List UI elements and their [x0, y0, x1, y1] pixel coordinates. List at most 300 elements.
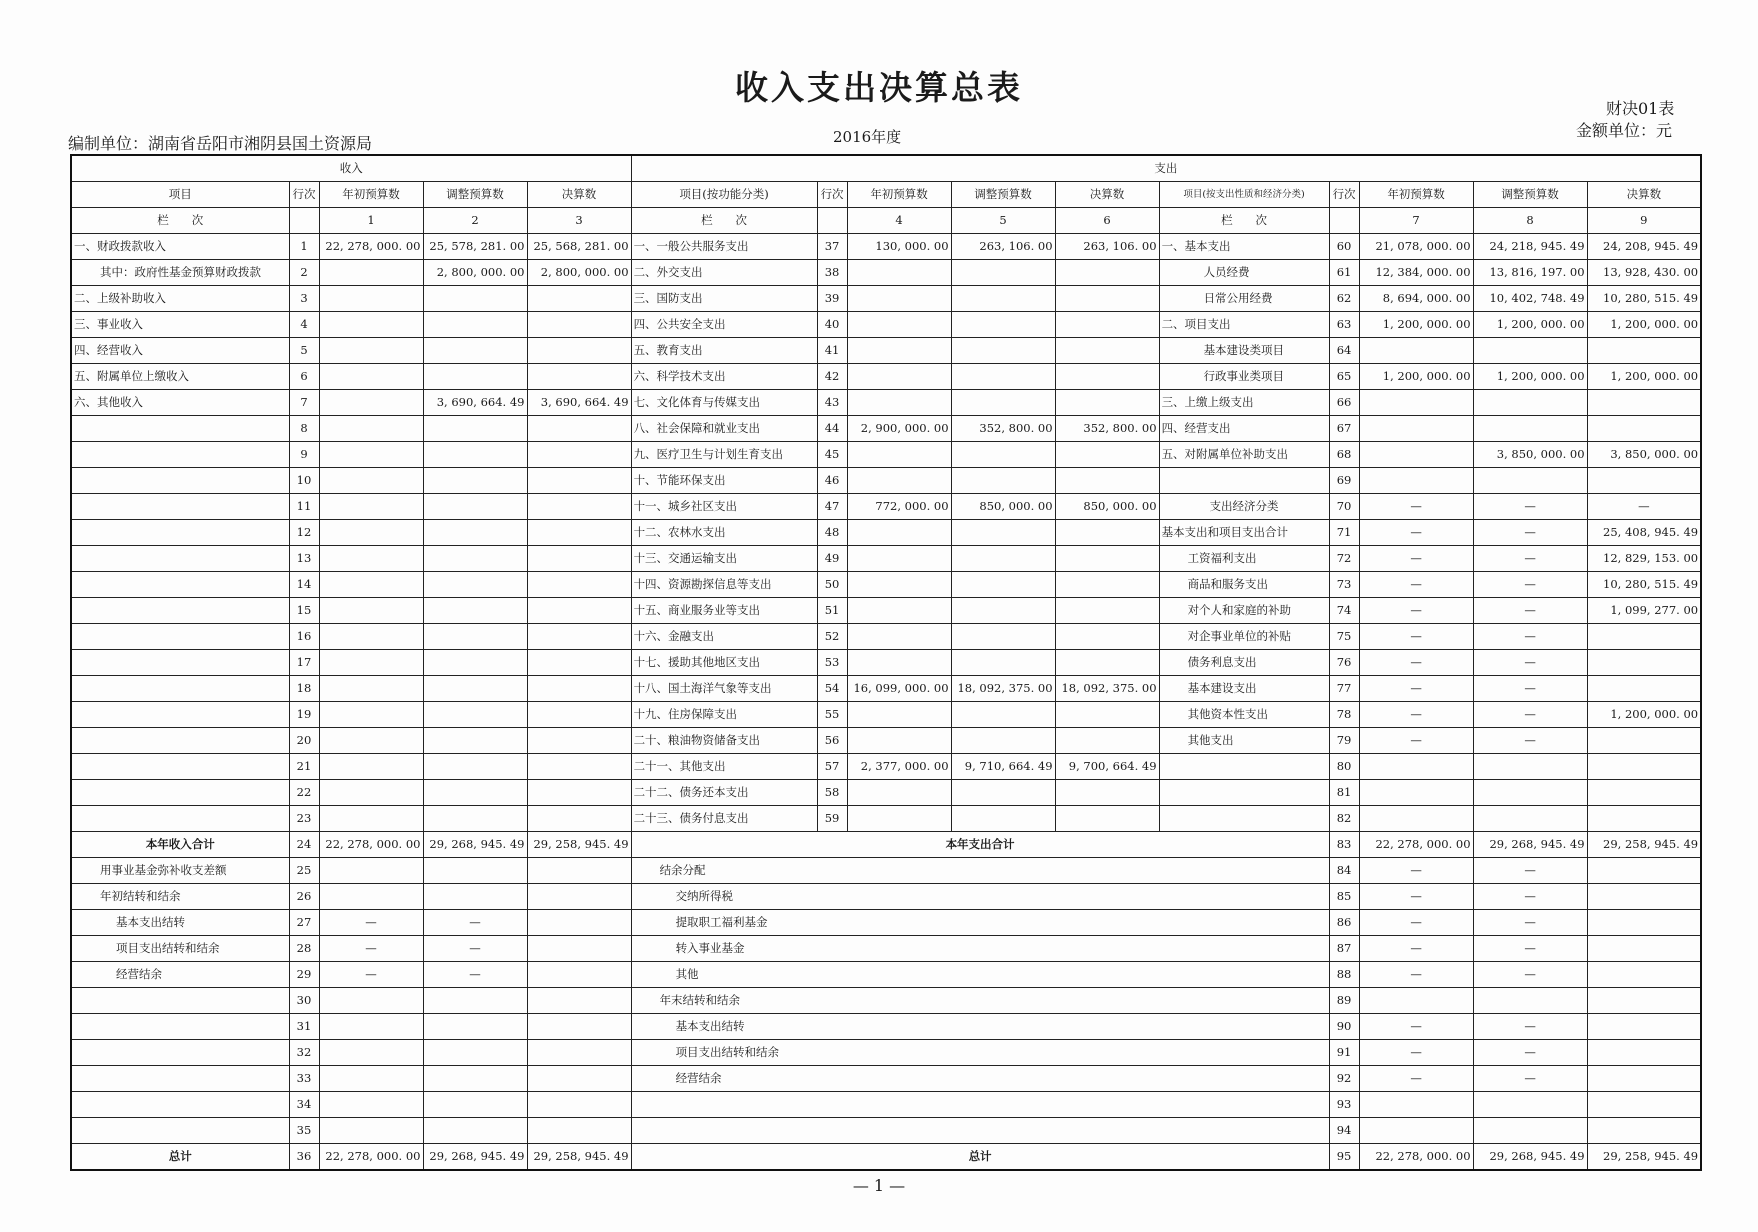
economic-row-no: 78 [1329, 702, 1359, 728]
economic-adjusted-budget [1473, 806, 1587, 832]
income-item-label: 二、上级补助收入 [71, 286, 289, 312]
income-row-no: 31 [289, 1014, 319, 1040]
income-adjusted-budget [423, 780, 527, 806]
income-adjusted-budget [423, 624, 527, 650]
table-row [71, 546, 1701, 572]
functional-final-amount: 9, 700, 664. 49 [1055, 754, 1159, 780]
functional-row-no: 48 [817, 520, 847, 546]
income-row-no: 7 [289, 390, 319, 416]
expense-initial-budget: — [1359, 1066, 1473, 1092]
functional-final-amount [1055, 728, 1159, 754]
expense-adjusted-budget [1473, 1092, 1587, 1118]
table-row [71, 468, 1701, 494]
economic-item-label: 人员经费 [1159, 260, 1329, 286]
functional-item-label: 七、文化体育与传媒支出 [631, 390, 817, 416]
functional-item-label: 二十二、债务还本支出 [631, 780, 817, 806]
income-row-no: 36 [289, 1144, 319, 1171]
functional-row-no: 53 [817, 650, 847, 676]
functional-adjusted-budget [951, 468, 1055, 494]
income-final-amount [527, 936, 631, 962]
economic-adjusted-budget: — [1473, 728, 1587, 754]
expense-final-amount [1587, 988, 1701, 1014]
income-initial-budget: — [319, 962, 423, 988]
income-initial-budget [319, 390, 423, 416]
functional-adjusted-budget [951, 806, 1055, 832]
functional-row-no: 41 [817, 338, 847, 364]
economic-adjusted-budget: — [1473, 598, 1587, 624]
income-item-label: 三、事业收入 [71, 312, 289, 338]
functional-item-label: 二十、粮油物资储备支出 [631, 728, 817, 754]
income-row-no: 3 [289, 286, 319, 312]
income-adjusted-budget [423, 806, 527, 832]
economic-adjusted-budget [1473, 416, 1587, 442]
expense-initial-budget: — [1359, 858, 1473, 884]
expense-row-no: 88 [1329, 962, 1359, 988]
economic-final-amount [1587, 390, 1701, 416]
economic-final-amount: 1, 200, 000. 00 [1587, 364, 1701, 390]
income-item-label [71, 728, 289, 754]
income-final-amount [527, 650, 631, 676]
income-initial-budget [319, 260, 423, 286]
table-row [71, 598, 1701, 624]
functional-row-no: 49 [817, 546, 847, 572]
expense-row-no: 93 [1329, 1092, 1359, 1118]
surplus-item-label: 其他 [631, 962, 1329, 988]
functional-initial-budget [847, 598, 951, 624]
economic-item-label: 基本建设支出 [1159, 676, 1329, 702]
income-adjusted-budget: 25, 578, 281. 00 [423, 234, 527, 260]
economic-initial-budget [1359, 780, 1473, 806]
income-item-label [71, 442, 289, 468]
functional-final-amount [1055, 286, 1159, 312]
income-adjusted-budget [423, 598, 527, 624]
economic-final-amount: 12, 829, 153. 00 [1587, 546, 1701, 572]
economic-adjusted-budget: — [1473, 676, 1587, 702]
economic-final-amount [1587, 468, 1701, 494]
functional-initial-budget [847, 728, 951, 754]
income-adjusted-budget: — [423, 936, 527, 962]
economic-final-amount [1587, 338, 1701, 364]
page-number: — 1 — [852, 1176, 906, 1195]
income-final-amount [527, 520, 631, 546]
expense-adjusted-budget: — [1473, 884, 1587, 910]
functional-final-amount [1055, 624, 1159, 650]
table-row [71, 650, 1701, 676]
income-total-label: 本年收入合计 [71, 832, 289, 858]
col-header-economic-item: 项目(按支出性质和经济分类) [1159, 182, 1329, 208]
income-adjusted-budget [423, 338, 527, 364]
table-row [71, 286, 1701, 312]
income-initial-budget [319, 286, 423, 312]
expense-adjusted-budget [1473, 988, 1587, 1014]
final-accounts-table [70, 154, 1702, 1171]
functional-adjusted-budget: 9, 710, 664. 49 [951, 754, 1055, 780]
income-item-label [71, 676, 289, 702]
table-row [71, 1066, 1701, 1092]
income-final-amount [527, 910, 631, 936]
economic-adjusted-budget [1473, 338, 1587, 364]
surplus-item-label: 年末结转和结余 [631, 988, 1329, 1014]
income-initial-budget [319, 442, 423, 468]
income-final-amount [527, 572, 631, 598]
economic-initial-budget [1359, 754, 1473, 780]
income-row-no: 27 [289, 910, 319, 936]
economic-initial-budget: — [1359, 572, 1473, 598]
functional-item-label: 一、一般公共服务支出 [631, 234, 817, 260]
functional-final-amount: 263, 106. 00 [1055, 234, 1159, 260]
functional-initial-budget [847, 442, 951, 468]
functional-row-no: 50 [817, 572, 847, 598]
income-row-no: 34 [289, 1092, 319, 1118]
income-final-amount [527, 312, 631, 338]
income-initial-budget [319, 858, 423, 884]
functional-row-no: 51 [817, 598, 847, 624]
income-item-label [71, 546, 289, 572]
table-row [71, 572, 1701, 598]
table-row [71, 702, 1701, 728]
income-initial-budget [319, 702, 423, 728]
functional-initial-budget [847, 546, 951, 572]
income-final-amount [527, 754, 631, 780]
income-final-amount [527, 364, 631, 390]
income-adjusted-budget [423, 312, 527, 338]
expense-row-no: 86 [1329, 910, 1359, 936]
functional-initial-budget [847, 260, 951, 286]
economic-adjusted-budget: 1, 200, 000. 00 [1473, 312, 1587, 338]
economic-row-no: 61 [1329, 260, 1359, 286]
economic-initial-budget: 8, 694, 000. 00 [1359, 286, 1473, 312]
income-row-no: 19 [289, 702, 319, 728]
income-initial-budget [319, 988, 423, 1014]
lanci-label: 栏 次 [71, 208, 289, 234]
expense-final-amount [1587, 962, 1701, 988]
income-item-label: 经营结余 [71, 962, 289, 988]
page-title: 收入支出决算总表 [735, 68, 1023, 107]
economic-adjusted-budget [1473, 390, 1587, 416]
economic-final-amount: 1, 099, 277. 00 [1587, 598, 1701, 624]
expense-adjusted-budget: — [1473, 962, 1587, 988]
economic-initial-budget: — [1359, 728, 1473, 754]
income-adjusted-budget: — [423, 910, 527, 936]
functional-initial-budget: 130, 000. 00 [847, 234, 951, 260]
expense-initial-budget: — [1359, 936, 1473, 962]
economic-adjusted-budget: — [1473, 650, 1587, 676]
functional-initial-budget [847, 650, 951, 676]
table-row [71, 676, 1701, 702]
surplus-item-label: 提取职工福利基金 [631, 910, 1329, 936]
economic-row-no: 66 [1329, 390, 1359, 416]
income-row-no: 11 [289, 494, 319, 520]
income-adjusted-budget [423, 754, 527, 780]
income-row-no: 26 [289, 884, 319, 910]
income-final-amount [527, 780, 631, 806]
income-adjusted-budget [423, 1066, 527, 1092]
income-adjusted-budget: 3, 690, 664. 49 [423, 390, 527, 416]
col-number: 5 [951, 208, 1055, 234]
income-adjusted-budget [423, 884, 527, 910]
income-adjusted-budget: — [423, 962, 527, 988]
income-row-no: 10 [289, 468, 319, 494]
income-initial-budget: 22, 278, 000. 00 [319, 234, 423, 260]
economic-adjusted-budget: 3, 850, 000. 00 [1473, 442, 1587, 468]
income-item-label: 四、经营收入 [71, 338, 289, 364]
table-row [71, 390, 1701, 416]
economic-final-amount [1587, 728, 1701, 754]
economic-initial-budget: — [1359, 520, 1473, 546]
economic-item-label: 四、经营支出 [1159, 416, 1329, 442]
income-final-amount [527, 1092, 631, 1118]
functional-initial-budget [847, 520, 951, 546]
economic-adjusted-budget: 10, 402, 748. 49 [1473, 286, 1587, 312]
expense-adjusted-budget: — [1473, 1066, 1587, 1092]
income-row-no: 1 [289, 234, 319, 260]
functional-row-no: 54 [817, 676, 847, 702]
economic-adjusted-budget: — [1473, 702, 1587, 728]
functional-final-amount [1055, 338, 1159, 364]
income-initial-budget [319, 1092, 423, 1118]
income-initial-budget [319, 598, 423, 624]
economic-item-label: 对企事业单位的补贴 [1159, 624, 1329, 650]
expense-total-initial: 22, 278, 000. 00 [1359, 832, 1473, 858]
income-row-no: 5 [289, 338, 319, 364]
income-item-label [71, 988, 289, 1014]
economic-row-no: 79 [1329, 728, 1359, 754]
functional-final-amount [1055, 572, 1159, 598]
col-header-initial-budget: 年初预算数 [847, 182, 951, 208]
functional-item-label: 十六、金融支出 [631, 624, 817, 650]
economic-row-no: 77 [1329, 676, 1359, 702]
reporting-organization: 编制单位：湖南省岳阳市湘阴县国土资源局 [68, 134, 373, 153]
economic-final-amount [1587, 650, 1701, 676]
functional-item-label: 八、社会保障和就业支出 [631, 416, 817, 442]
income-item-label [71, 1040, 289, 1066]
income-item-label: 用事业基金弥补收支差额 [71, 858, 289, 884]
income-final-amount [527, 338, 631, 364]
income-row-no: 30 [289, 988, 319, 1014]
income-final-amount [527, 286, 631, 312]
income-final-amount [527, 858, 631, 884]
expense-initial-budget: — [1359, 1040, 1473, 1066]
economic-row-no: 62 [1329, 286, 1359, 312]
functional-row-no: 46 [817, 468, 847, 494]
income-adjusted-budget [423, 728, 527, 754]
income-final-amount [527, 416, 631, 442]
income-row-no: 33 [289, 1066, 319, 1092]
functional-initial-budget [847, 806, 951, 832]
income-row-no: 9 [289, 442, 319, 468]
economic-adjusted-budget: — [1473, 494, 1587, 520]
functional-row-no: 40 [817, 312, 847, 338]
functional-final-amount: 352, 800. 00 [1055, 416, 1159, 442]
economic-row-no: 65 [1329, 364, 1359, 390]
income-initial-budget [319, 650, 423, 676]
functional-initial-budget [847, 364, 951, 390]
col-number: 7 [1359, 208, 1473, 234]
table-row [71, 780, 1701, 806]
functional-item-label: 三、国防支出 [631, 286, 817, 312]
expense-final-amount [1587, 1014, 1701, 1040]
surplus-item-label: 经营结余 [631, 1066, 1329, 1092]
income-item-label: 项目支出结转和结余 [71, 936, 289, 962]
income-grand-total-label: 总计 [71, 1144, 289, 1171]
functional-item-label: 十五、商业服务业等支出 [631, 598, 817, 624]
income-adjusted-budget [423, 364, 527, 390]
economic-item-label [1159, 806, 1329, 832]
table-row [71, 338, 1701, 364]
functional-final-amount [1055, 312, 1159, 338]
economic-final-amount: 10, 280, 515. 49 [1587, 572, 1701, 598]
col-header-final-accounts: 决算数 [1587, 182, 1701, 208]
functional-item-label: 二十一、其他支出 [631, 754, 817, 780]
functional-item-label: 十七、援助其他地区支出 [631, 650, 817, 676]
table-row [71, 806, 1701, 832]
income-row-no: 4 [289, 312, 319, 338]
economic-adjusted-budget: — [1473, 546, 1587, 572]
functional-item-label: 十四、资源勘探信息等支出 [631, 572, 817, 598]
table-row [71, 494, 1701, 520]
income-item-label [71, 624, 289, 650]
income-item-label [71, 806, 289, 832]
economic-final-amount: 10, 280, 515. 49 [1587, 286, 1701, 312]
functional-final-amount [1055, 520, 1159, 546]
income-item-label: 一、财政拨款收入 [71, 234, 289, 260]
functional-adjusted-budget: 850, 000. 00 [951, 494, 1055, 520]
expense-grand-total-label: 总计 [631, 1144, 1329, 1171]
fiscal-year: 2016年度 [833, 128, 902, 146]
income-row-no: 28 [289, 936, 319, 962]
table-row [71, 364, 1701, 390]
economic-final-amount [1587, 624, 1701, 650]
functional-final-amount [1055, 546, 1159, 572]
year-total-row [71, 832, 1701, 858]
economic-item-label: 支出经济分类 [1159, 494, 1329, 520]
economic-item-label: 一、基本支出 [1159, 234, 1329, 260]
col-number: 9 [1587, 208, 1701, 234]
economic-initial-budget [1359, 338, 1473, 364]
income-initial-budget [319, 728, 423, 754]
table-row [71, 988, 1701, 1014]
economic-initial-budget: — [1359, 546, 1473, 572]
col-header-initial-budget: 年初预算数 [319, 182, 423, 208]
economic-final-amount: 1, 200, 000. 00 [1587, 702, 1701, 728]
functional-row-no: 57 [817, 754, 847, 780]
functional-final-amount [1055, 390, 1159, 416]
income-adjusted-budget [423, 988, 527, 1014]
economic-final-amount: 24, 208, 945. 49 [1587, 234, 1701, 260]
income-initial-budget [319, 416, 423, 442]
functional-row-no: 45 [817, 442, 847, 468]
col-header-adjusted-budget: 调整预算数 [1473, 182, 1587, 208]
income-row-no: 6 [289, 364, 319, 390]
income-adjusted-budget: 2, 800, 000. 00 [423, 260, 527, 286]
income-final-amount [527, 442, 631, 468]
economic-item-label: 三、上缴上级支出 [1159, 390, 1329, 416]
table-row [71, 624, 1701, 650]
lanci-label: 栏 次 [1159, 208, 1329, 234]
income-adjusted-budget [423, 702, 527, 728]
economic-initial-budget: — [1359, 494, 1473, 520]
economic-item-label: 工资福利支出 [1159, 546, 1329, 572]
income-row-no: 2 [289, 260, 319, 286]
functional-adjusted-budget [951, 546, 1055, 572]
economic-final-amount [1587, 780, 1701, 806]
economic-row-no: 80 [1329, 754, 1359, 780]
income-initial-budget: — [319, 936, 423, 962]
table-row [71, 962, 1701, 988]
income-adjusted-budget [423, 1092, 527, 1118]
economic-item-label: 商品和服务支出 [1159, 572, 1329, 598]
table-row [71, 520, 1701, 546]
economic-initial-budget: 12, 384, 000. 00 [1359, 260, 1473, 286]
expense-row-no: 83 [1329, 832, 1359, 858]
expense-row-no: 85 [1329, 884, 1359, 910]
income-final-amount [527, 546, 631, 572]
functional-adjusted-budget [951, 702, 1055, 728]
economic-item-label: 其他支出 [1159, 728, 1329, 754]
economic-initial-budget: — [1359, 624, 1473, 650]
economic-item-label: 行政事业类项目 [1159, 364, 1329, 390]
economic-initial-budget [1359, 416, 1473, 442]
income-item-label: 基本支出结转 [71, 910, 289, 936]
income-item-label [71, 702, 289, 728]
table-row [71, 858, 1701, 884]
income-item-label [71, 520, 289, 546]
economic-row-no: 72 [1329, 546, 1359, 572]
economic-adjusted-budget: — [1473, 572, 1587, 598]
economic-row-no: 75 [1329, 624, 1359, 650]
expense-grand-adjusted: 29, 268, 945. 49 [1473, 1144, 1587, 1171]
expense-row-no: 91 [1329, 1040, 1359, 1066]
table-row [71, 1092, 1701, 1118]
income-initial-budget [319, 572, 423, 598]
economic-adjusted-budget [1473, 754, 1587, 780]
economic-final-amount [1587, 806, 1701, 832]
economic-item-label: 对个人和家庭的补助 [1159, 598, 1329, 624]
functional-final-amount [1055, 702, 1159, 728]
economic-row-no: 67 [1329, 416, 1359, 442]
income-initial-budget [319, 1040, 423, 1066]
income-row-no: 14 [289, 572, 319, 598]
expense-total-label: 本年支出合计 [631, 832, 1329, 858]
economic-initial-budget [1359, 442, 1473, 468]
income-final-amount [527, 728, 631, 754]
economic-final-amount: 13, 928, 430. 00 [1587, 260, 1701, 286]
income-adjusted-budget [423, 1118, 527, 1144]
income-final-amount [527, 1040, 631, 1066]
expense-final-amount [1587, 884, 1701, 910]
table-row [71, 234, 1701, 260]
surplus-item-label: 项目支出结转和结余 [631, 1040, 1329, 1066]
income-initial-budget [319, 1066, 423, 1092]
economic-initial-budget: — [1359, 598, 1473, 624]
economic-row-no: 82 [1329, 806, 1359, 832]
functional-row-no: 42 [817, 364, 847, 390]
economic-item-label: 债务利息支出 [1159, 650, 1329, 676]
income-grand-final: 29, 258, 945. 49 [527, 1144, 631, 1171]
income-row-no: 24 [289, 832, 319, 858]
income-row-no: 35 [289, 1118, 319, 1144]
income-initial-budget [319, 624, 423, 650]
income-adjusted-budget [423, 286, 527, 312]
economic-adjusted-budget: 1, 200, 000. 00 [1473, 364, 1587, 390]
col-header-item: 项目 [71, 182, 289, 208]
income-final-amount: 2, 800, 000. 00 [527, 260, 631, 286]
income-item-label [71, 1066, 289, 1092]
functional-initial-budget [847, 624, 951, 650]
functional-adjusted-budget: 18, 092, 375. 00 [951, 676, 1055, 702]
functional-final-amount: 850, 000. 00 [1055, 494, 1159, 520]
expense-initial-budget: — [1359, 884, 1473, 910]
